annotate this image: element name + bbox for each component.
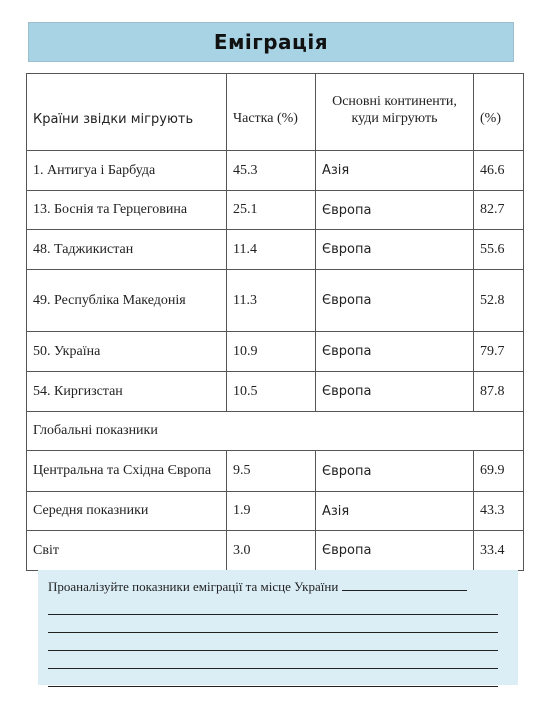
answer-box xyxy=(38,570,518,685)
task-prompt-text: Проаналізуйте показники еміграції та місце України xyxy=(48,579,339,594)
share-cell: 11.4 xyxy=(227,230,316,270)
percent-cell: 33.4 xyxy=(474,531,524,571)
global-section-label: Глобальні показники xyxy=(27,412,524,451)
answer-line[interactable] xyxy=(48,615,498,633)
share-cell: 10.5 xyxy=(227,372,316,412)
table-header-row xyxy=(27,74,524,151)
country-cell: 50. Україна xyxy=(27,332,227,372)
table-row xyxy=(27,151,524,191)
continent-cell: Європа xyxy=(316,531,474,571)
header-share: Частка (%) xyxy=(227,74,316,151)
answer-line[interactable] xyxy=(48,669,498,687)
share-cell: 9.5 xyxy=(227,451,316,492)
country-cell: 1. Антигуа і Барбуда xyxy=(27,151,227,191)
share-cell: 3.0 xyxy=(227,531,316,571)
share-cell: 45.3 xyxy=(227,151,316,191)
share-cell: 11.3 xyxy=(227,270,316,332)
answer-line[interactable] xyxy=(48,633,498,651)
header-country: Країни звідки мігрують xyxy=(27,74,227,151)
continent-cell: Європа xyxy=(316,332,474,372)
percent-cell: 82.7 xyxy=(474,191,524,230)
table-row xyxy=(27,372,524,412)
country-cell: 13. Боснія та Герцеговина xyxy=(27,191,227,230)
continent-cell: Азія xyxy=(316,492,474,531)
percent-cell: 79.7 xyxy=(474,332,524,372)
answer-line[interactable] xyxy=(48,597,498,615)
header-continents: Основні континенти, куди мігрують xyxy=(316,74,474,151)
share-cell: 1.9 xyxy=(227,492,316,531)
percent-cell: 87.8 xyxy=(474,372,524,412)
page-title: Еміграція xyxy=(213,30,329,54)
continent-cell: Європа xyxy=(316,451,474,492)
title-banner xyxy=(28,22,514,62)
global-section-row xyxy=(27,412,524,451)
country-cell: 48. Таджикистан xyxy=(27,230,227,270)
continent-cell: Азія xyxy=(316,151,474,191)
country-cell: 49. Республіка Македонія xyxy=(27,270,227,332)
table-row xyxy=(27,230,524,270)
answer-line[interactable] xyxy=(48,651,498,669)
country-cell: 54. Киргизстан xyxy=(27,372,227,412)
table-row xyxy=(27,531,524,571)
table-row xyxy=(27,451,524,492)
table-row xyxy=(27,191,524,230)
country-cell: Центральна та Східна Європа xyxy=(27,451,227,492)
answer-fill-line[interactable] xyxy=(342,578,467,591)
continent-cell: Європа xyxy=(316,270,474,332)
share-cell: 10.9 xyxy=(227,332,316,372)
country-cell: Середня показники xyxy=(27,492,227,531)
percent-cell: 43.3 xyxy=(474,492,524,531)
percent-cell: 69.9 xyxy=(474,451,524,492)
continent-cell: Європа xyxy=(316,191,474,230)
percent-cell: 52.8 xyxy=(474,270,524,332)
table-row xyxy=(27,332,524,372)
emigration-table xyxy=(26,73,524,571)
task-prompt xyxy=(48,577,500,597)
header-percent: (%) xyxy=(474,74,524,151)
share-cell: 25.1 xyxy=(227,191,316,230)
percent-cell: 46.6 xyxy=(474,151,524,191)
percent-cell: 55.6 xyxy=(474,230,524,270)
table-row xyxy=(27,270,524,332)
table-row xyxy=(27,492,524,531)
continent-cell: Європа xyxy=(316,372,474,412)
continent-cell: Європа xyxy=(316,230,474,270)
country-cell: Світ xyxy=(27,531,227,571)
